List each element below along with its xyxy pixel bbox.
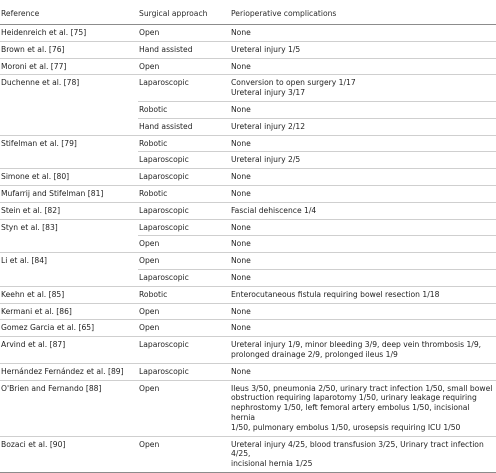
reference-cell: Moroni et al. [77] [0,58,138,75]
reference-cell: Brown et al. [76] [0,41,138,58]
approach-cell: Robotic [138,101,230,118]
table-row [0,337,496,364]
reference-cell: Gomez Garcia et al. [65] [0,320,138,337]
table-row [0,236,496,253]
complications-cell: Ureteral injury 1/9, minor bleeding 3/9, deep vein thrombosis 1/9, prolonged drainage 2/9, prolonged ileus 1/9 [230,337,496,364]
table-row [0,202,496,219]
approach-cell: Robotic [138,286,230,303]
approach-cell: Laparoscopic [138,202,230,219]
complications-cell: None [230,320,496,337]
reference-cell [0,152,138,169]
header-surgical-approach: Surgical approach [138,2,230,25]
complications-cell: None [230,253,496,270]
approach-cell: Open [138,236,230,253]
complications-cell: None [230,169,496,186]
reference-cell: Duchenne et al. [78] [1,78,80,88]
approach-cell: Open [138,320,230,337]
reference-cell: Styn et al. [83] [1,222,58,232]
approach-cell: Robotic [138,135,230,152]
complications-cell: Ureteral injury 2/5 [230,152,496,169]
reference-cell: Kermani et al. [86] [0,303,138,320]
complications-cell: Ureteral injury 1/5 [230,41,496,58]
complications-cell: Ureteral injury 2/12 [230,118,496,135]
complications-cell: Enterocutaneous fistula requiring bowel resection 1/18 [230,286,496,303]
approach-cell: Open [138,303,230,320]
complications-cell: None [230,58,496,75]
table-row [0,152,496,169]
reference-cell: Mufarrij and Stifelman [81] [0,185,138,202]
reference-cell: Li et al. [84] [1,256,47,266]
table-row [0,101,496,118]
table-body [0,25,496,473]
complications-cell: None [230,185,496,202]
approach-cell: Laparoscopic [138,219,230,236]
reference-cell: Stein et al. [82] [0,202,138,219]
approach-cell: Open [138,58,230,75]
reference-cell: Bozaci et al. [90] [0,436,138,472]
approach-cell: Laparoscopic [138,269,230,286]
table-row [0,25,496,42]
reference-cell: Hernández Fernández et al. [89] [0,363,138,380]
reference-cell [0,101,138,118]
table-row [0,185,496,202]
complications-cell: None [230,303,496,320]
table-row [0,303,496,320]
reference-cell [0,269,138,286]
table-row [0,320,496,337]
complications-cell: None [230,25,496,42]
table-row [0,363,496,380]
table-row [0,75,496,102]
table-row [0,253,496,270]
header-perioperative-complications: Perioperative complications [230,2,496,25]
approach-cell: Laparoscopic [138,169,230,186]
approach-cell: Hand assisted [138,41,230,58]
table-row [0,169,496,186]
table-row [0,58,496,75]
reference-cell [0,236,138,253]
approach-cell: Open [138,253,230,270]
approach-cell: Laparoscopic [138,337,230,364]
complications-table [0,2,496,473]
table-row [0,135,496,152]
approach-cell: Open [138,380,230,436]
header-reference: Reference [0,2,138,25]
approach-cell: Laparoscopic [138,363,230,380]
reference-cell [0,118,138,135]
table-row [0,436,496,472]
complications-cell: None [230,363,496,380]
complications-cell: Fascial dehiscence 1/4 [230,202,496,219]
reference-cell: Arvind et al. [87] [0,337,138,364]
table-row [0,41,496,58]
complications-cell: None [230,135,496,152]
table-row [0,118,496,135]
complications-cell: None [230,101,496,118]
complications-cell: Ileus 3/50, pneumonia 2/50, urinary tract infection 1/50, small bowel obstruction requiring laparotomy 1/50, urinary leakage requiring nephrostomy 1/50, left femoral artery embolus 1/50, incisional hernia 1/50, pulmonary embolus 1/50, urosepsis requiring ICU 1/50 [230,380,496,436]
complications-cell: Conversion to open surgery 1/17 Ureteral injury 3/17 [230,75,496,102]
complications-cell: None [230,219,496,236]
complications-cell: None [230,236,496,253]
approach-cell: Laparoscopic [138,75,230,102]
approach-cell: Robotic [138,185,230,202]
table-row [0,286,496,303]
reference-cell: Simone et al. [80] [0,169,138,186]
reference-cell: Keehn et al. [85] [0,286,138,303]
reference-cell: O'Brien and Fernando [88] [0,380,138,436]
table-row [0,269,496,286]
table-row [0,380,496,436]
complications-cell: None [230,269,496,286]
approach-cell: Hand assisted [138,118,230,135]
table-row [0,219,496,236]
reference-cell: Heidenreich et al. [75] [0,25,138,42]
table-header-row [0,2,496,25]
complications-cell: Ureteral injury 4/25, blood transfusion 3/25, Urinary tract infection 4/25, incisional hernia 1/25 [230,436,496,472]
reference-cell: Stifelman et al. [79] [1,138,77,148]
approach-cell: Open [138,436,230,472]
approach-cell: Laparoscopic [138,152,230,169]
approach-cell: Open [138,25,230,42]
